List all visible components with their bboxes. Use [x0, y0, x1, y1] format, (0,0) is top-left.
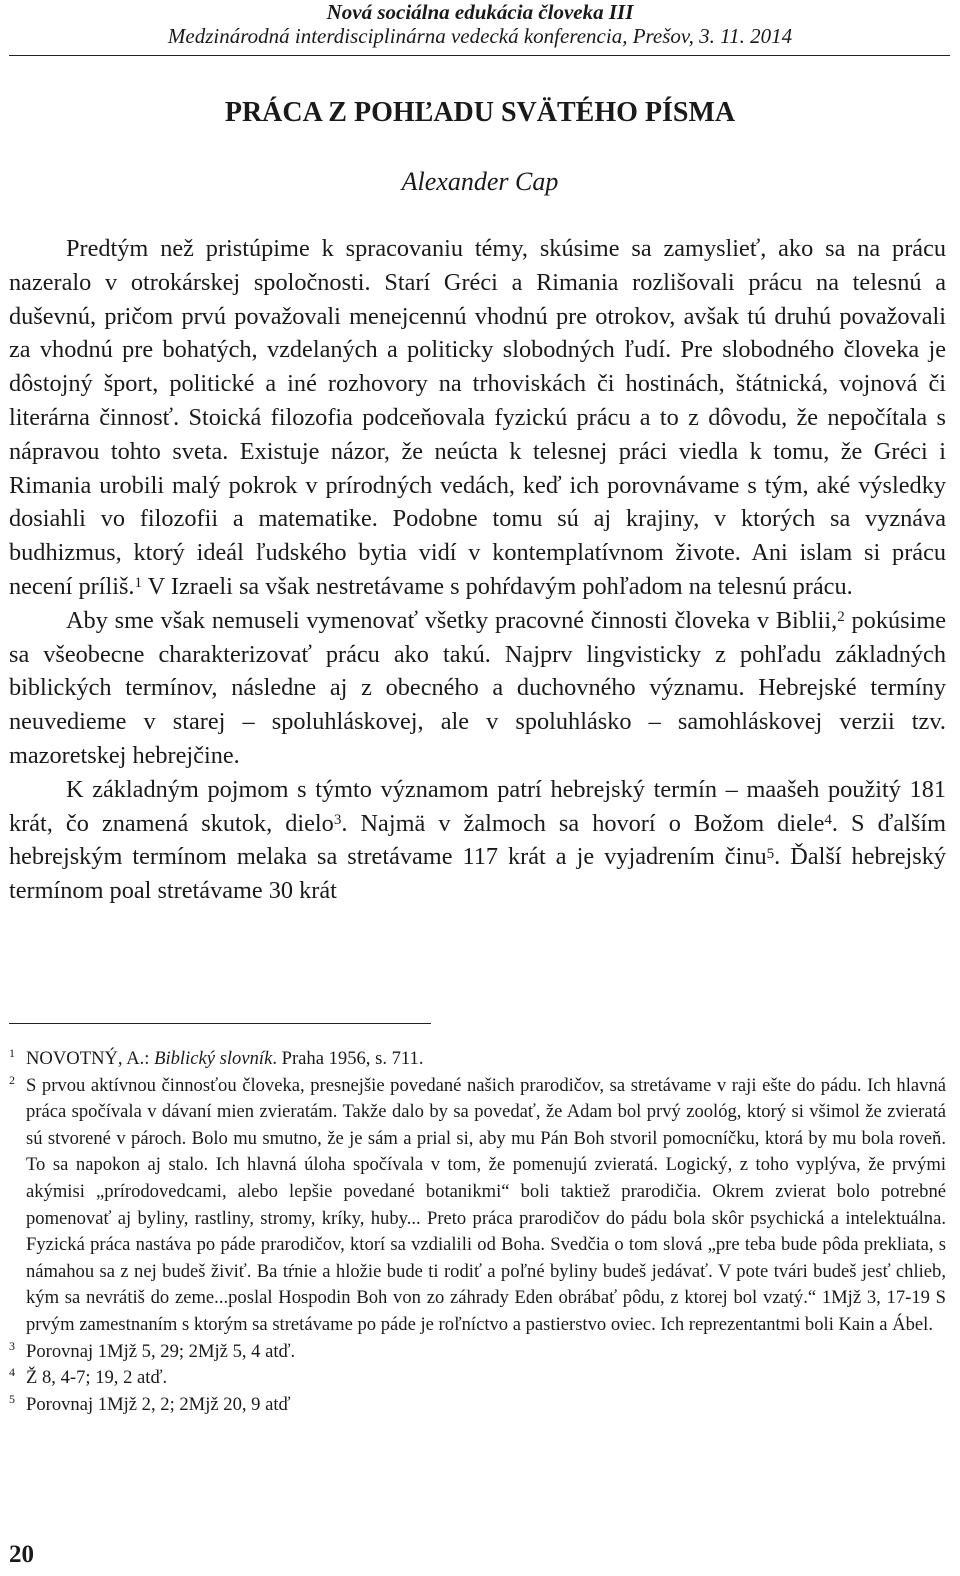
conference-header	[0, 0, 960, 48]
footnote-number: 2	[9, 1072, 15, 1087]
article-body	[9, 232, 946, 908]
footnote-divider	[9, 1023, 431, 1024]
footnote: 5 Porovnaj 1Mjž 2, 2; 2Mjž 20, 9 atď	[9, 1391, 291, 1415]
footnote: 4 Ž 8, 4-7; 19, 2 atď.	[9, 1365, 168, 1389]
header-conference-info: Medzinárodná interdisciplinárna vedecká konferencia, Prešov, 3. 11. 2014	[167, 24, 793, 48]
footnote-number: 4	[9, 1365, 15, 1380]
header-divider	[9, 55, 950, 56]
page-number: 20	[9, 1541, 34, 1568]
footnote: 3 Porovnaj 1Mjž 5, 29; 2Mjž 5, 4 atď.	[9, 1338, 296, 1362]
footnote-number: 1	[9, 1046, 15, 1060]
article-title: PRÁCA Z POHĽADU SVÄTÉHO PÍSMA	[224, 97, 736, 128]
footnote-ref[interactable]: 4	[824, 811, 832, 828]
footnote: 2 S prvou aktívnou činnosťou človeka, presnejšie povedané našich prarodičov, sa stretávame v raji ešte do pádu. Ich hlavná práca spočívala v dávaní mien zvieratám. Takže dalo by sa povedať, že Adam bol prvý zoológ, ktorý si všimol že zvieratá sú stvorené v pároch. Bolo mu smutno, že je sám a prial si, aby mu Pán Boh stvoril pomocníčku, ktorá by mu bola roveň. To sa napokon aj stalo. Ich hlavná úloha spočívala v tom, že pomenujú zvieratá. Logický, z toho vyplýva, že prvými akýmisi „prírodovedcami, alebo lepšie povedané botanikmi“ boli taktiež prarodičia. Okrem zvierat bolo potrebné pomenovať aj byliny, rastliny, stromy, kríky, huby... Preto práca prarodičov do pádu bola skôr psychická a intelektuálna. Fyzická práca nastáva po páde prarodičov, ktorí sa vzdialili od Boha. Svedčia o tom slová „pre teba bude pôda prekliata, s námahou sa z nej budeš živiť. Ba tŕnie a hložie bude ti rodiť a poľné byliny budeš jedávať. V pote tvári budeš jesť chlieb, kým sa nevrátiš do zeme...poslal Hospodin Boh von zo záhrady Eden obrábať pôdu, z ktorej bol vzatý.“ 1Mjž 3, 17-19 S prvým zamestnaním s ktorým sa stretávame po páde je roľníctvo a pastierstvo oviec. Ich reprezentantmi boli Kain a Ábel.	[9, 1072, 946, 1335]
paragraph: Aby sme však nemuseli vymenovať všetky pracovné činnosti človeka v Biblii,$^2$ pokúsime sa všeobecne charakterizovať prácu ako takú. Najprv lingvisticky z pohľadu základných biblických termínov, následne aj z obecného a duchovného významu. Hebrejské termíny neuvedieme v starej – spoluhláskovej, ale v spoluhlásko – samohláskovej verzii tzv. mazoretskej hebrejčine.	[9, 606, 947, 769]
footnote-ref[interactable]: 3	[333, 811, 342, 828]
article-author: Alexander Cap	[401, 167, 559, 196]
paragraph: K základným pojmom s týmto významom patrí hebrejský termín – maašeh použitý 181 krát, čo znamená skutok, dielo$^3$. Najmä v žalmoch sa hovorí o Božom diele$^4$. S ďalším hebrejským termínom melaka sa stretávame 117 krát a je vyjadrením činu$^5$. Ďalší hebrejský termínom poal stretávame 30 krát	[9, 775, 947, 905]
footnotes	[9, 1046, 946, 1418]
footnote-number: 3	[9, 1338, 15, 1353]
footnote-ref[interactable]: 1	[134, 575, 143, 592]
footnote-ref[interactable]: 5	[766, 845, 775, 862]
header-publication-title: Nová sociálna edukácia človeka III	[326, 0, 634, 24]
footnote-ref[interactable]: 2	[837, 609, 845, 625]
footnote: 1 NOVOTNÝ, A.: Biblický slovník. Praha 1956, s. 711.	[9, 1046, 424, 1069]
paragraph: Predtým než pristúpime k spracovaniu témy, skúsime sa zamyslieť, ako sa na prácu nazeralo v otrokárskej spoločnosti. Starí Gréci a Rimania rozlišovali prácu na telesnú a duševnú, pričom prvú považovali menejcennú vhodnú pre otrokov, avšak tú druhú považovali za vhodnú pre bohatých, vzdelaných a politicky slobodných ľudí. Pre slobodného človeka je dôstojný šport, politické a iné rozhovory na trhoviskách či hostinách, štátnická, vojnová či literárna činnosť. Stoická filozofia podceňovala fyzickú prácu a to z dôvodu, že nepočítala s nápravou tohto sveta. Existuje názor, že neúcta k telesnej práci viedla k tomu, že Gréci i Rimania urobili malý pokrok v prírodných vedách, keď ich porovnávame s tým, aké výsledky dosiahli vo filozofii a matematike. Podobne tomu sú aj krajiny, v ktorých sa vyznáva budhizmus, ktorý ideál ľudského bytia vidí v kontemplatívnom živote. Ani islam si prácu necení príliš.$^1$ V Izraeli sa však nestretávame s pohŕdavým pohľadom na telesnú prácu.	[9, 235, 946, 600]
footnote-number: 5	[9, 1391, 15, 1406]
